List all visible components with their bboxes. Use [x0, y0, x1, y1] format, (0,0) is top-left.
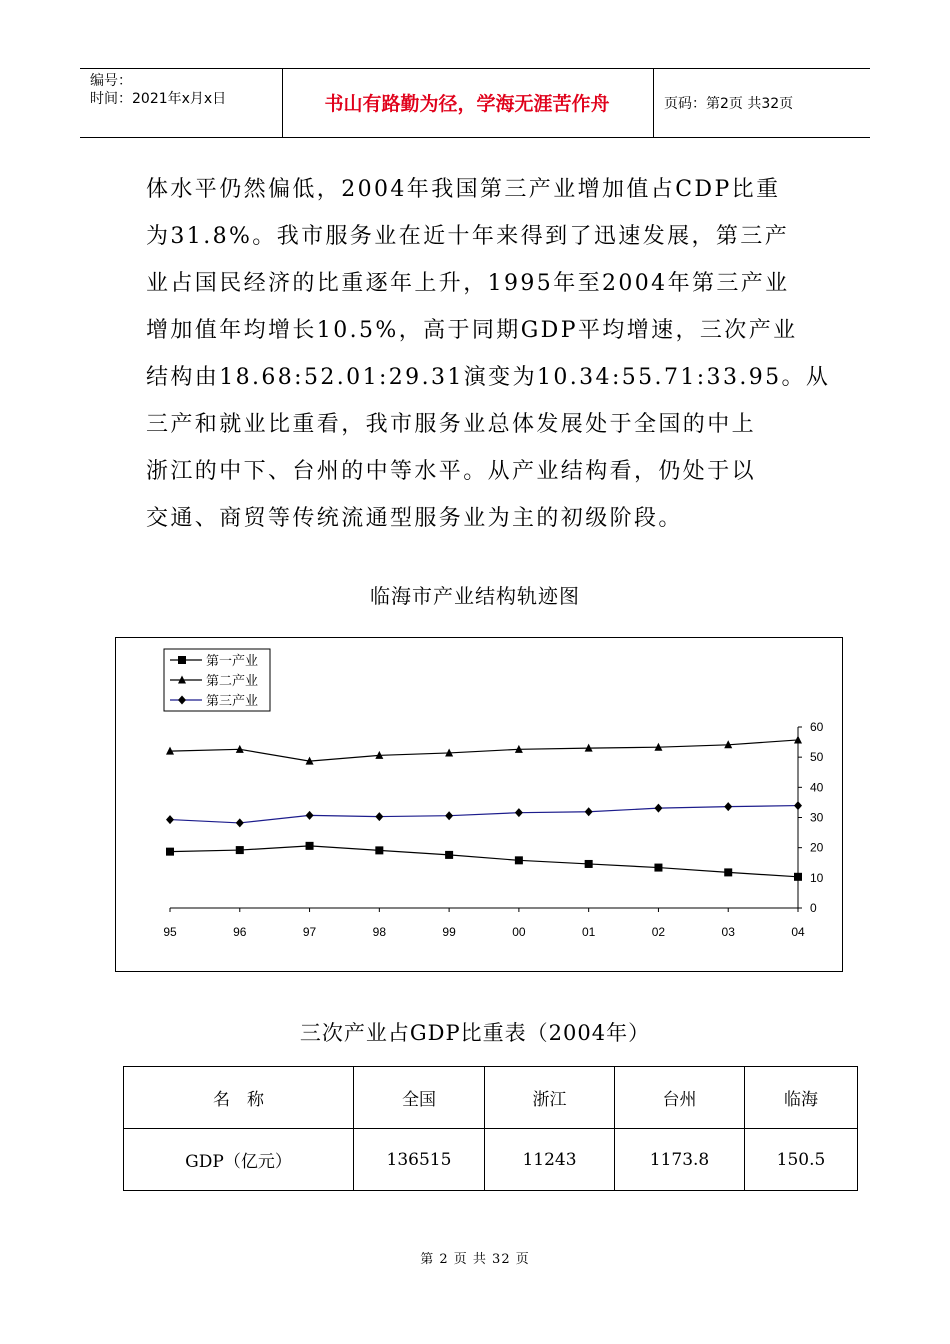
tertiary-industry-point	[236, 818, 244, 827]
tertiary-industry-point	[794, 801, 802, 810]
primary-industry-point	[236, 846, 244, 854]
table-cell: 150.5	[745, 1129, 858, 1191]
header-number-label: 编号：	[90, 73, 132, 89]
x-tick-label: 00	[512, 925, 526, 939]
x-tick-label: 95	[163, 925, 177, 939]
line-chart	[116, 638, 842, 971]
header-divider	[653, 69, 654, 137]
table-caption: 三次产业占GDP比重表（2004年）	[299, 1021, 651, 1045]
primary-industry-point	[166, 848, 174, 856]
primary-industry-line	[170, 846, 798, 877]
table-cell: 11243	[485, 1129, 615, 1191]
x-tick-label: 01	[581, 925, 596, 939]
body-line: 结构由18.68:52.01:29.31演变为10.34:55.71:33.95。从	[146, 365, 831, 390]
x-tick-label: 99	[442, 925, 456, 939]
x-tick-label: 04	[791, 925, 805, 939]
header-time-label: 时间：2021年x月x日	[90, 91, 227, 107]
tertiary-industry-point	[306, 811, 314, 820]
chart-frame	[115, 637, 843, 972]
primary-industry-point	[724, 868, 732, 876]
tertiary-industry-point	[515, 808, 523, 817]
table-header-cell: 全国	[354, 1067, 485, 1129]
table-cell: 1173.8	[615, 1129, 745, 1191]
legend-label: 第一产业	[206, 654, 259, 669]
x-tick-label: 98	[372, 925, 387, 939]
table-header-cell: 浙江	[485, 1067, 615, 1129]
tertiary-industry-point	[375, 812, 383, 821]
x-tick-label: 03	[721, 925, 735, 939]
tertiary-industry-point	[166, 815, 174, 824]
x-tick-label: 96	[233, 925, 247, 939]
page-footer: 第 2 页 共 32 页	[420, 1252, 530, 1267]
body-line: 体水平仍然偏低，2004年我国第三产业增加值占CDP比重	[146, 177, 781, 202]
primary-industry-point	[654, 864, 662, 872]
x-tick-label: 97	[302, 925, 317, 939]
body-line: 业占国民经济的比重逐年上升，1995年至2004年第三产业	[146, 271, 790, 296]
table-header-row	[124, 1067, 858, 1129]
y-tick-label: 10	[810, 870, 824, 885]
gdp-table	[123, 1066, 858, 1191]
tertiary-industry-point	[585, 807, 593, 816]
y-tick-label: 50	[810, 750, 824, 765]
tertiary-industry-point	[654, 804, 662, 813]
body-line: 增加值年均增长10.5%，高于同期GDP平均增速，三次产业	[146, 318, 798, 343]
header-motto: 书山有路勤为径，学海无涯苦作舟	[324, 93, 610, 115]
body-line: 浙江的中下、台州的中等水平。从产业结构看，仍处于以	[146, 459, 757, 484]
chart-caption: 临海市产业结构轨迹图	[370, 584, 580, 608]
body-paragraph	[146, 166, 831, 542]
y-tick-label: 30	[810, 810, 824, 825]
page-header	[80, 68, 870, 138]
table-row	[124, 1129, 858, 1191]
tertiary-industry-line	[170, 806, 798, 823]
header-meta	[90, 72, 226, 108]
primary-industry-point	[375, 846, 383, 854]
y-tick-label: 60	[810, 720, 824, 734]
primary-industry-point	[515, 856, 523, 864]
tertiary-industry-point	[724, 802, 732, 811]
y-tick-label: 0	[810, 901, 817, 915]
primary-industry-point	[306, 842, 314, 850]
primary-industry-point	[445, 851, 453, 859]
secondary-industry-line	[170, 740, 798, 761]
legend-label: 第二产业	[206, 674, 259, 689]
x-tick-label: 02	[651, 925, 666, 939]
y-tick-label: 40	[810, 780, 824, 795]
body-line: 交通、商贸等传统流通型服务业为主的初级阶段。	[146, 506, 683, 531]
body-line: 三产和就业比重看，我市服务业总体发展处于全国的中上	[146, 412, 757, 437]
primary-industry-point	[585, 860, 593, 868]
table-header-cell: 名 称	[124, 1067, 354, 1129]
table-cell: 136515	[354, 1129, 485, 1191]
table-header-cell: 临海	[745, 1067, 858, 1129]
table-cell: GDP（亿元）	[124, 1129, 354, 1191]
tertiary-industry-point	[445, 811, 453, 820]
table-header-cell: 台州	[615, 1067, 745, 1129]
body-line: 为31.8%。我市服务业在近十年来得到了迅速发展，第三产	[146, 224, 790, 249]
secondary-industry-point	[794, 735, 802, 743]
header-page-info: 页码：第2页 共32页	[664, 96, 794, 112]
primary-industry-point	[794, 873, 802, 881]
legend-label: 第三产业	[206, 694, 259, 709]
legend-primary-industry-point	[178, 656, 186, 664]
y-tick-label: 20	[810, 840, 824, 855]
